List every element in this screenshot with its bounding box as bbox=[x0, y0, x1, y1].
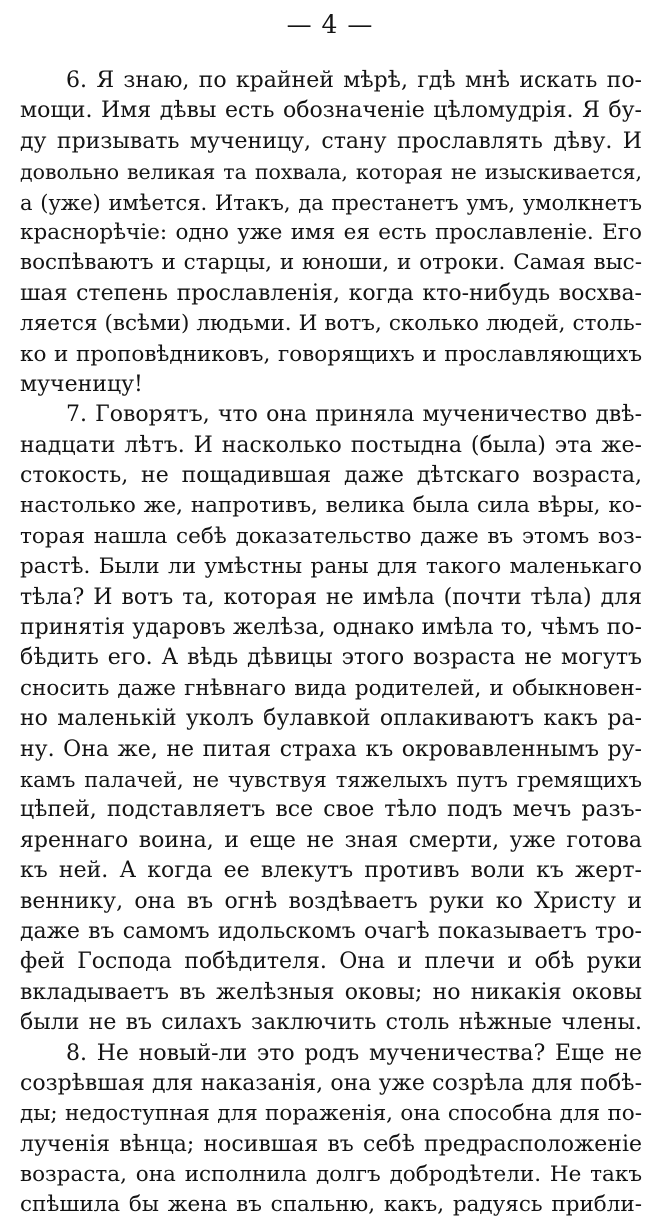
paragraph-6 bbox=[20, 66, 642, 400]
text-line: созрѣвшая для наказанія, она уже созрѣла для побѣ- bbox=[20, 1070, 642, 1096]
paragraph-8 bbox=[20, 1039, 642, 1221]
text-line: краснорѣчіе: одно уже имя ея есть прославленіе. Его bbox=[20, 219, 642, 245]
text-line: довольно великая та похвала, которая не изыскивается, bbox=[20, 160, 642, 185]
text-line: бѣдить его. А вѣдь дѣвицы этого возраста не могутъ bbox=[20, 645, 642, 671]
text-line: къ ней. А когда ее влекутъ противъ воли къ жерт- bbox=[20, 858, 642, 884]
text-line: мученицу! bbox=[20, 371, 143, 397]
text-line: принятія ударовъ желѣза, однако имѣла то, чѣмъ по- bbox=[20, 615, 642, 641]
text-line: а (уже) имѣется. Итакъ, да престанетъ умъ, умолкнетъ bbox=[20, 190, 642, 215]
text-line: фей Господа побѣдителя. Она и плечи и обѣ руки bbox=[20, 949, 642, 975]
text-line: камъ палачей, не чувствуя тяжелыхъ путъ гремящихъ bbox=[20, 767, 642, 792]
text-line: ды; недоступная для пораженія, она способна для по- bbox=[20, 1101, 642, 1127]
text-line: ко и проповѣдниковъ, говорящихъ и прославляющихъ bbox=[20, 341, 642, 367]
text-line: цѣпей, подставляетъ все свое тѣло подъ мечъ разъ- bbox=[20, 797, 642, 823]
text-line: мощи. Имя дѣвы есть обозначеніе цѣломудрія. Я бу- bbox=[20, 98, 642, 124]
text-line: веннику, она въ огнѣ воздѣваетъ руки ко Христу и bbox=[20, 888, 642, 914]
text-line: растѣ. Были ли умѣстны раны для такого маленькаго bbox=[20, 554, 642, 580]
text-line: яреннаго воина, и еще не зная смерти, уже готова bbox=[20, 827, 642, 853]
text-line: тѣла? И вотъ та, которая не имѣла (почти тѣла) для bbox=[20, 584, 642, 610]
text-line: 6. Я знаю, по крайней мѣрѣ, гдѣ мнѣ искать по- bbox=[66, 68, 642, 93]
text-line: ду призывать мученицу, стану прославлять дѣву. И bbox=[20, 128, 642, 154]
text-line: воспѣваютъ и старцы, и юноши, и отроки. Самая выс- bbox=[20, 250, 642, 276]
text-line: надцати лѣтъ. И насколько постыдна (была) эта же- bbox=[20, 432, 642, 458]
text-line: шая степень прославленія, когда кто-нибудь восхва- bbox=[20, 280, 642, 306]
text-line: были не въ силахъ заключить столь нѣжные члены. bbox=[20, 1010, 642, 1036]
text-line: спѣшила бы жена въ спальню, какъ, радуясь прибли- bbox=[20, 1192, 642, 1218]
text-line: ляется (всѣми) людьми. И вотъ, сколько людей, столь- bbox=[20, 311, 642, 337]
text-line: настолько же, напротивъ, велика была сила вѣры, ко- bbox=[20, 493, 642, 519]
text-line: 7. Говорятъ, что она приняла мученичество двѣ- bbox=[66, 402, 642, 428]
text-line: возраста, она исполнила долгъ добродѣтели. Не такъ bbox=[20, 1162, 642, 1188]
text-line: сносить даже гнѣвнаго вида родителей, и обыкновен- bbox=[20, 675, 642, 701]
text-line: 8. Не новый-ли это родъ мученичества? Еще не bbox=[66, 1040, 642, 1066]
text-line: вкладываетъ въ желѣзныя оковы; но никакія оковы bbox=[20, 979, 642, 1005]
text-line: лученія вѣнца; носившая въ себѣ предрасположеніе bbox=[20, 1131, 642, 1157]
text-line: но маленькій уколъ булавкой оплакиваютъ какъ ра- bbox=[20, 706, 642, 732]
body-text bbox=[20, 66, 642, 1221]
text-line: торая нашла себѣ доказательство даже въ этомъ воз- bbox=[20, 523, 642, 549]
page-number: — 4 — bbox=[286, 10, 374, 39]
paragraph-7 bbox=[20, 400, 642, 1038]
text-line: ну. Она же, не питая страха къ окровавленнымъ ру- bbox=[20, 736, 642, 762]
text-line: стокость, не пощадившая даже дѣтскаго возраста, bbox=[20, 463, 642, 489]
text-line: даже въ самомъ идольскомъ очагѣ показываетъ тро- bbox=[20, 918, 642, 944]
